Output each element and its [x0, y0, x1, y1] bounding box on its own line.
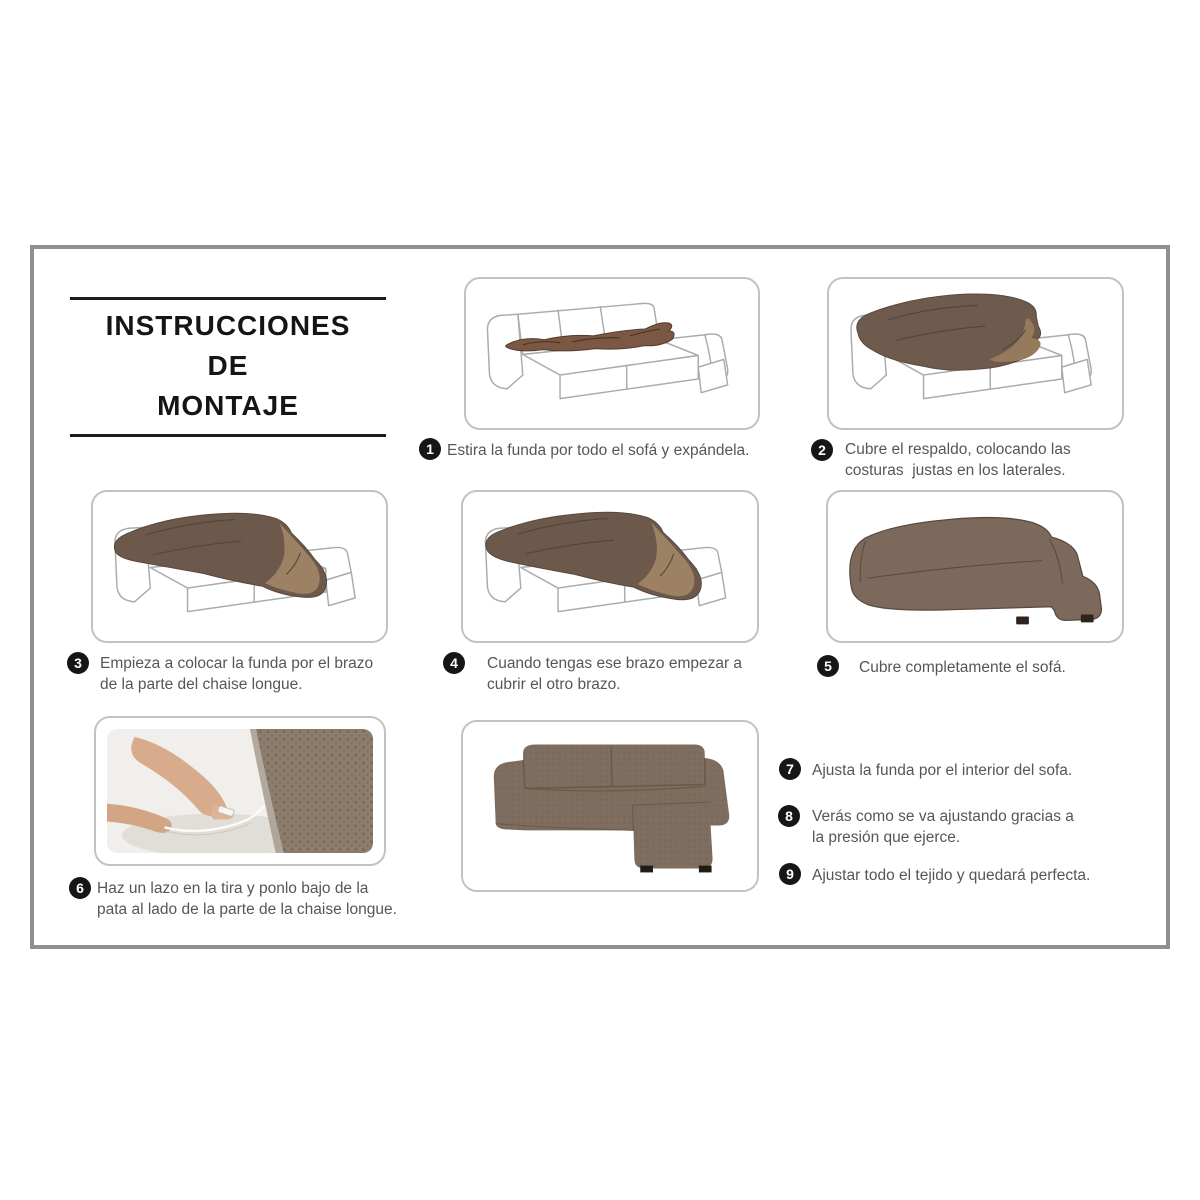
step-1-line-1: Estira la funda por todo el sofá y expándela.: [447, 442, 750, 459]
step-9-badge: 9: [779, 863, 801, 885]
sofa-fully-covered-illustration: [828, 492, 1122, 641]
tie-strap-photo: [107, 729, 373, 853]
step-8-line-2: la presión que ejerce.: [812, 829, 961, 846]
sofa-cover-over-both-arms-illustration: [463, 492, 757, 641]
step-2-text: [845, 439, 1071, 481]
illustration-box-step-6: [94, 716, 386, 866]
step-5-line-1: Cubre completamente el sofá.: [859, 659, 1066, 676]
step-5-badge: 5: [817, 655, 839, 677]
step-8-badge: 8: [778, 805, 800, 827]
title-line-3: MONTAJE: [157, 390, 299, 421]
step-3-line-2: de la parte del chaise longue.: [100, 676, 303, 693]
step-9-text: [812, 865, 1090, 886]
step-5-text: [859, 657, 1066, 678]
step-4-line-1: Cuando tengas ese brazo empezar a: [487, 655, 743, 672]
step-7-line-1: Ajusta la funda por el interior del sofa.: [812, 762, 1073, 779]
step-1-text: [447, 440, 749, 461]
step-3-line-1: Empieza a colocar la funda por el brazo: [100, 655, 374, 672]
step-2-line-1: Cubre el respaldo, colocando las: [845, 441, 1071, 458]
step-6-badge: 6: [69, 877, 91, 899]
sofa-cover-laid-on-seat-illustration: [466, 279, 758, 428]
step-4-badge: 4: [443, 652, 465, 674]
step-6-line-1: Haz un lazo en la tira y ponlo bajo de la: [97, 880, 369, 897]
step-7-badge: 7: [779, 758, 801, 780]
hands-tying-strap-illustration: [107, 729, 373, 853]
illustration-box-step-4: [461, 490, 759, 643]
illustration-box-finished-sofa: [461, 720, 759, 892]
illustration-box-step-1: [464, 277, 760, 430]
step-4-text: [487, 653, 742, 695]
step-6-line-2: pata al lado de la parte de la chaise longue.: [97, 901, 397, 918]
illustration-box-step-3: [91, 490, 388, 643]
step-3-badge: 3: [67, 652, 89, 674]
step-1-badge: 1: [419, 438, 441, 460]
step-8-text: [812, 806, 1074, 848]
finished-covered-sofa-photo-illustration: [463, 722, 757, 890]
step-4-line-2: cubrir el otro brazo.: [487, 676, 621, 693]
step-3-text: [100, 653, 373, 695]
title-line-1: INSTRUCCIONES: [105, 310, 351, 341]
title-rule-bottom: [70, 434, 386, 437]
step-9-line-1: Ajustar todo el tejido y quedará perfecta.: [812, 867, 1091, 884]
sofa-cover-over-backrest-illustration: [829, 279, 1122, 428]
step-2-badge: 2: [811, 439, 833, 461]
step-6-text: [97, 878, 397, 920]
illustration-box-step-5: [826, 490, 1124, 643]
title-line-2: DE: [207, 350, 249, 381]
step-7-text: [812, 760, 1072, 781]
page-title: [70, 306, 386, 426]
sofa-cover-over-chaise-arm-illustration: [93, 492, 386, 641]
step-8-line-1: Verás como se va ajustando gracias a: [812, 808, 1074, 825]
illustration-box-step-2: [827, 277, 1124, 430]
step-2-line-2: costuras justas en los laterales.: [845, 462, 1066, 479]
title-rule-top: [70, 297, 386, 300]
